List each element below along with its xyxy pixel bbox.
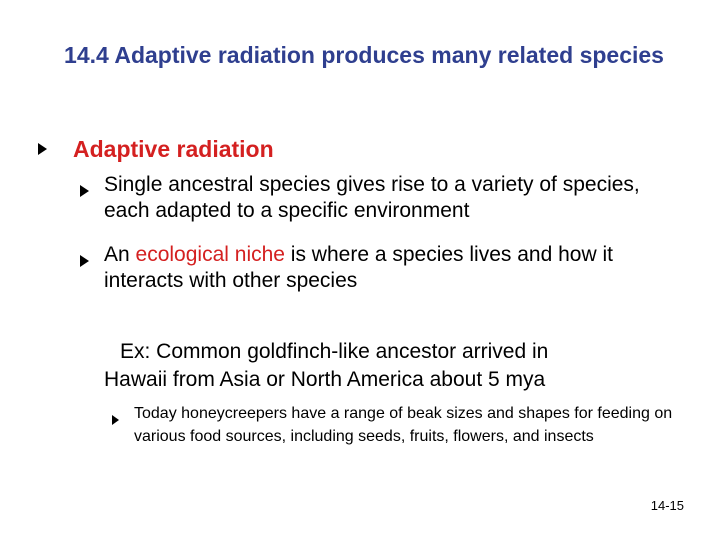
- ecological-niche-term: ecological niche: [135, 243, 285, 266]
- bullet-text: Today honeycreepers have a range of beak sizes and shapes for feeding on various food sources, including seeds, fruits, flowers, and insects: [134, 405, 673, 445]
- page-number: 14-15: [650, 498, 684, 513]
- example-paragraph: [104, 338, 704, 394]
- bullet-heading: [38, 134, 274, 164]
- example-line: Hawaii from Asia or North America about 5 mya: [104, 368, 546, 391]
- example-line: Ex: Common goldfinch-like ancestor arrived in: [120, 340, 549, 363]
- sub-sub-bullet-honeycreepers: [112, 402, 682, 448]
- bullet-text: Single ancestral species gives rise to a variety of species, each adapted to a specific environment: [104, 173, 640, 222]
- bullet-text: [104, 242, 680, 294]
- sub-bullet-niche: [80, 242, 680, 294]
- triangle-bullet-icon: [38, 143, 47, 155]
- triangle-bullet-icon: [80, 255, 89, 267]
- triangle-bullet-icon: [112, 415, 119, 425]
- sub-bullet-definition: [80, 172, 680, 224]
- bullet-prefix: An: [104, 243, 136, 266]
- bullet-suffix: is where a species lives and how it interacts with other species: [104, 243, 613, 292]
- slide-title: 14.4 Adaptive radiation produces many related species: [64, 42, 664, 68]
- triangle-bullet-icon: [80, 185, 89, 197]
- heading-text: Adaptive radiation: [73, 136, 274, 162]
